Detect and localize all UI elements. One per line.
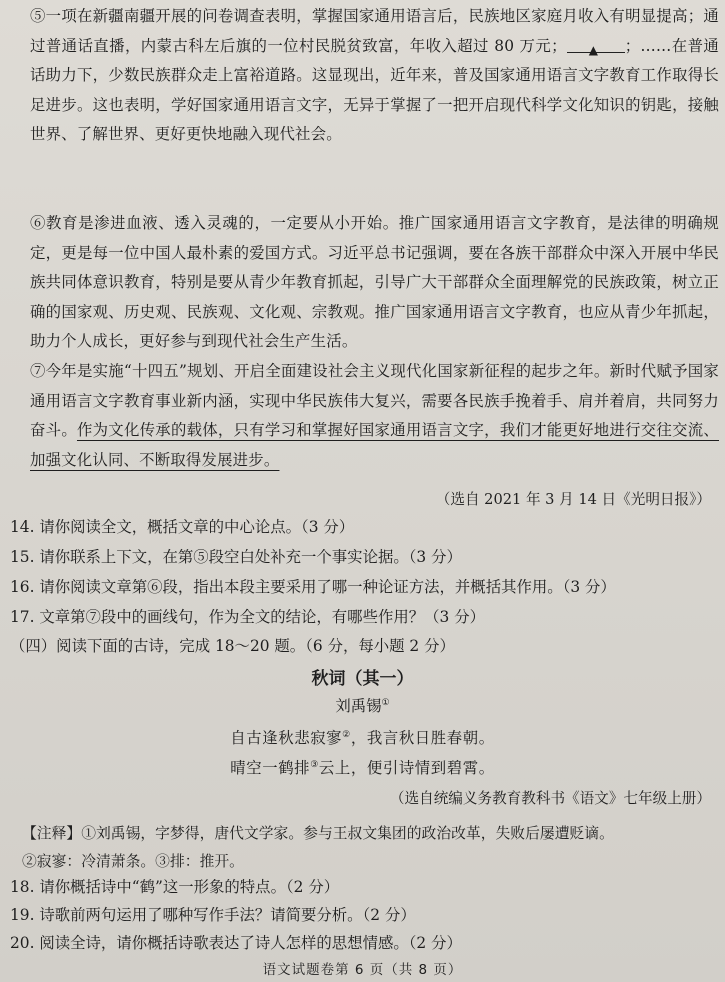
poem-title: 秋词（其一） bbox=[311, 669, 414, 689]
poem-line-2-b: 云上，便引诗情到碧霄。 bbox=[318, 759, 495, 777]
poem-line-1-b: ，我言秋日胜春朝。 bbox=[350, 729, 495, 747]
question-17: 17. 文章第⑦段中的画线句，作为全文的结论，有哪些作用？（3 分） bbox=[10, 608, 485, 626]
paragraph-5-text-a: ⑤一项在新疆南疆开展的问卷调查表明，掌握国家通用语言后，民族地区家庭月收入有明显提高；通过普通话直播，内蒙古科左后旗的一位村民脱贫致富，年收入超过 80 万元； bbox=[30, 7, 719, 55]
paragraph-5 bbox=[10, 2, 719, 150]
poem-line-1-note-mark: ② bbox=[342, 729, 351, 740]
poem-author bbox=[0, 694, 725, 716]
poem-notes-line-1: 【注释】①刘禹锡，字梦得，唐代文学家。参与王叔文集团的政治改革，失败后屡遭贬谪。 bbox=[22, 825, 614, 842]
fill-in-blank bbox=[567, 34, 625, 57]
question-19: 19. 诗歌前两句运用了哪种写作手法？请简要分析。（2 分） bbox=[10, 906, 416, 924]
paragraph-6-text: ⑥教育是渗进血液、透入灵魂的，一定要从小开始。推广国家通用语言文字教育，是法律的明确规定，更是每一位中国人最朴素的爱国方式。习近平总书记强调，要在各族干部群众中深入开展中华民族共同体意识教育，特别是要从青少年教育抓起，引导广大干部群众全面理解党的民族政策，树立正确的国家观、历史观、民族观、文化观、宗教观。推广国家通用语言文字教育，也应从青少年抓起，助力个人成长，更好参与到现代社会生产生活。 bbox=[30, 214, 719, 351]
poem-notes-line-2: ②寂寥：冷清萧条。③排：推开。 bbox=[22, 853, 244, 870]
paragraph-7 bbox=[10, 357, 719, 475]
paragraph-7-text: ⑦今年是实施“十四五”规划、开启全面建设社会主义现代化国家新征程的起步之年。新时代赋予国家通用语言文字教育事业新内涵，实现中华民族伟大复兴，需要各民族手挽着手、肩并着肩，共同努力奋斗。 bbox=[30, 362, 719, 440]
paragraph-7-underlined-sentence: 作为文化传承的载体，只有学习和掌握好国家通用语言文字，我们才能更好地进行交往交流、加强文化认同、不断取得发展进步。 bbox=[30, 421, 719, 469]
question-16: 16. 请你阅读文章第⑥段，指出本段主要采用了哪一种论证方法，并概括其作用。（3 分） bbox=[10, 578, 616, 596]
section-4-heading: （四）阅读下面的古诗，完成 18～20 题。（6 分，每小题 2 分） bbox=[10, 637, 455, 655]
poem-line-2 bbox=[0, 756, 725, 778]
question-18: 18. 请你概括诗中“鹤”这一形象的特点。（2 分） bbox=[10, 878, 340, 896]
question-15: 15. 请你联系上下文，在第⑤段空白处补充一个事实论据。（3 分） bbox=[10, 548, 462, 566]
question-20: 20. 阅读全诗，请你概括诗歌表达了诗人怎样的思想情感。（2 分） bbox=[10, 934, 462, 952]
poem-line-1-a: 自古逢秋悲寂寥 bbox=[230, 729, 343, 747]
poem-source: （选自统编义务教育教科书《语文》七年级上册） bbox=[389, 790, 711, 807]
paragraph-6 bbox=[10, 209, 719, 357]
article-source: （选自 2021 年 3 月 14 日《光明日报》） bbox=[435, 491, 711, 508]
poem-line-2-a: 晴空一鹤排 bbox=[230, 759, 311, 777]
poem-author-name: 刘禹锡 bbox=[335, 697, 382, 715]
page-footer: 语文试题卷第 6 页（共 8 页） bbox=[262, 962, 463, 978]
triangle-marker-icon: ▲ bbox=[588, 42, 599, 57]
poem-line-1 bbox=[0, 726, 725, 748]
poem-line-2-note-mark: ③ bbox=[310, 759, 319, 770]
question-14: 14. 请你阅读全文，概括文章的中心论点。（3 分） bbox=[10, 518, 355, 536]
paragraph-5-text-b: ；……在普通话助力下，少数民族群众走上富裕道路。这显现出，近年来，普及国家通用语言文字教育工作取得长足进步。这也表明，学好国家通用语言文字，无异于掌握了一把开启现代科学文化知识的钥匙，接触世界、了解世界、更好更快地融入现代社会。 bbox=[30, 36, 719, 144]
poem-author-note-mark: ① bbox=[381, 697, 390, 708]
